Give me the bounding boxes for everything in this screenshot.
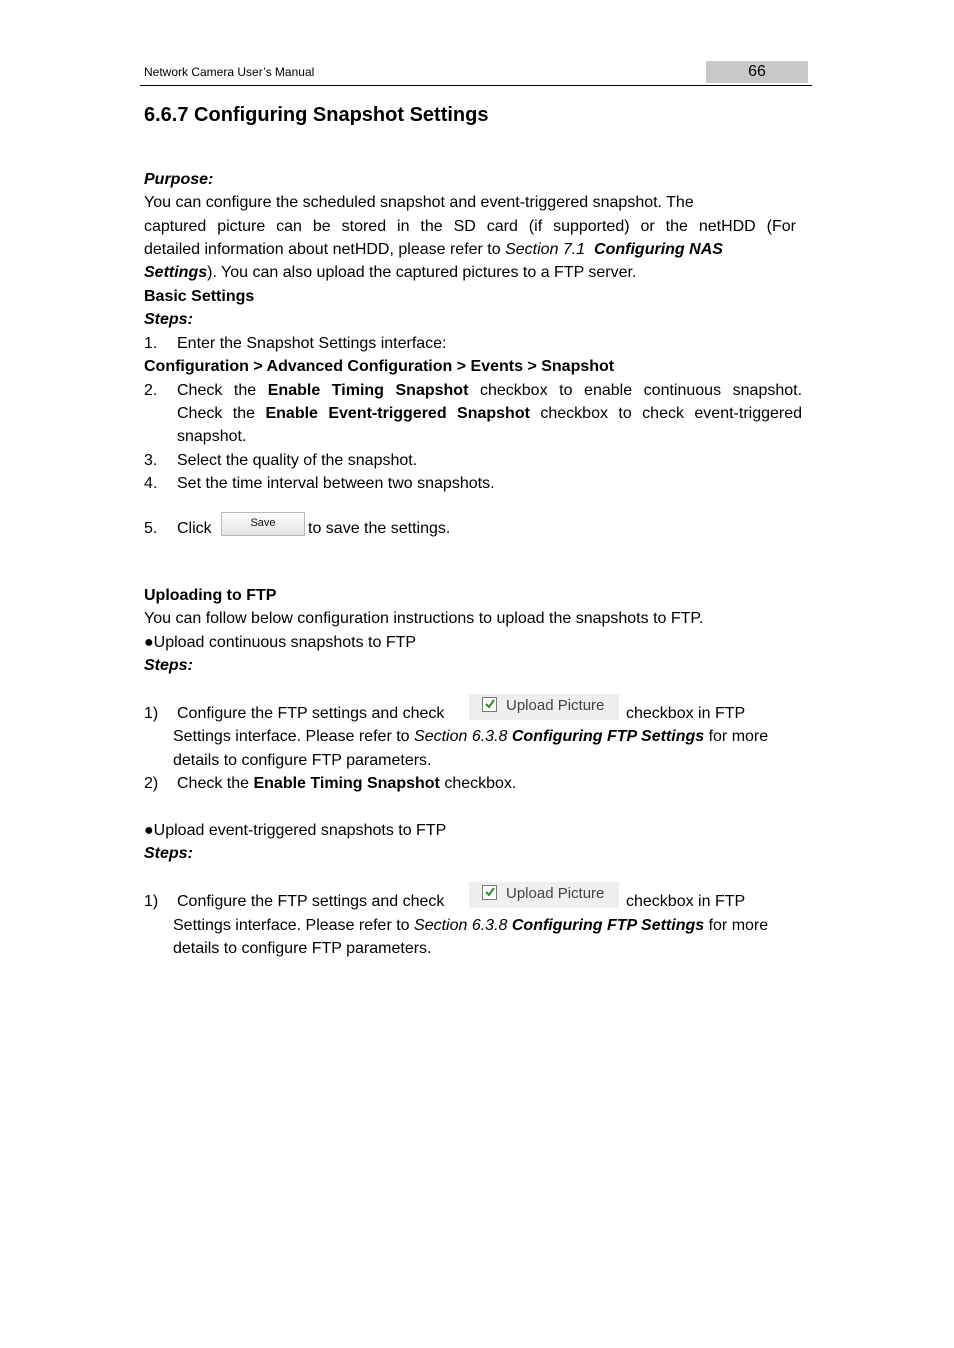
e-step-1-text-a: Configure the FTP settings and check [177, 893, 445, 910]
nas-section-ref: Section 7.1 [505, 241, 586, 258]
header-title: Network Camera User’s Manual [144, 65, 315, 79]
step-3-number: 3. [144, 452, 158, 469]
purpose-label: Purpose: [144, 171, 214, 188]
c-step-1-text-d: for more [704, 728, 769, 745]
ftp-bullet-continuous: ●Upload continuous snapshots to FTP [144, 634, 417, 651]
c-step-2-text-c: checkbox. [439, 775, 517, 792]
basic-settings-heading: Basic Settings [144, 288, 255, 305]
ftp-steps-label: Steps: [144, 657, 193, 674]
purpose-line-4-text: ). You can also upload the captured pictures to a FTP server. [207, 264, 637, 281]
step-2-text-f: checkbox to check event-triggered [529, 405, 803, 422]
enable-event-snapshot-ref: Enable Event-triggered Snapshot [265, 405, 530, 422]
step-2-line-2 [177, 402, 802, 425]
step-2-number: 2. [144, 382, 158, 399]
step-4-text: Set the time interval between two snapshots. [177, 475, 495, 492]
step-1-text: Enter the Snapshot Settings interface: [177, 335, 447, 352]
e-step-1-line-3: details to configure FTP parameters. [173, 940, 432, 957]
purpose-line-3 [144, 238, 796, 261]
step-2-line-1 [177, 379, 802, 402]
menu-path: Configuration > Advanced Configuration > Events > Snapshot [144, 358, 615, 375]
step-2-text-a: Check the [177, 382, 268, 399]
ftp-intro: You can follow below configuration instructions to upload the snapshots to FTP. [144, 610, 704, 627]
c-step-2-text-a: Check the [177, 775, 254, 792]
c-step-2-number: 2) [144, 775, 159, 792]
e-step-1-number: 1) [144, 893, 159, 910]
c-step-1-text-b: checkbox in FTP [626, 705, 746, 722]
purpose-line-4 [144, 261, 636, 284]
e-step-1-text-b: checkbox in FTP [626, 893, 746, 910]
step-2-text-c: checkbox to enable continuous snapshot. [468, 382, 803, 399]
ftp-heading: Uploading to FTP [144, 587, 277, 604]
checkbox-checked-icon[interactable] [482, 697, 497, 712]
checkbox-checked-icon[interactable] [482, 885, 497, 900]
enable-timing-snapshot-ref: Enable Timing Snapshot [267, 382, 469, 399]
enable-timing-snapshot-ref-2: Enable Timing Snapshot [253, 775, 440, 792]
nas-link[interactable]: Configuring NAS [594, 241, 723, 258]
ftp-section-ref-2: Section 6.3.8 [414, 917, 512, 934]
c-step-1-number: 1) [144, 705, 159, 722]
page-number: 66 [706, 61, 808, 83]
c-step-1-line-3: details to configure FTP parameters. [173, 752, 432, 769]
e-step-1-line-2 [173, 914, 768, 937]
basic-steps-label: Steps: [144, 311, 193, 328]
upload-picture-checkbox-widget-2[interactable] [469, 882, 619, 908]
purpose-line-1: You can configure the scheduled snapshot and event-triggered snapshot. The [144, 194, 694, 211]
purpose-line-2: captured picture can be stored in the SD card (if supported) or the netHDD (For [144, 218, 796, 235]
ftp-steps-label-2: Steps: [144, 845, 193, 862]
upload-picture-checkbox-widget[interactable] [469, 694, 619, 720]
header-rule [140, 85, 812, 86]
step-2-line-3: snapshot. [177, 428, 247, 445]
c-step-2-line [177, 772, 516, 795]
step-2-text-d: Check the [177, 405, 266, 422]
upload-picture-label: Upload Picture [506, 697, 605, 714]
ftp-settings-link-2[interactable]: Configuring FTP Settings [511, 917, 705, 934]
upload-picture-label-2: Upload Picture [506, 885, 605, 902]
purpose-line-3-text: detailed information about netHDD, please refer to [144, 241, 506, 258]
section-title: 6.6.7 Configuring Snapshot Settings [144, 104, 489, 126]
step-5-text: to save the settings. [308, 520, 451, 537]
ftp-section-ref: Section 6.3.8 [414, 728, 512, 745]
save-button[interactable]: Save [221, 512, 305, 536]
step-3-text: Select the quality of the snapshot. [177, 452, 418, 469]
ftp-settings-link[interactable]: Configuring FTP Settings [511, 728, 705, 745]
c-step-1-line-2 [173, 725, 768, 748]
ftp-bullet-event: ●Upload event-triggered snapshots to FTP [144, 822, 447, 839]
step-4-number: 4. [144, 475, 158, 492]
nas-link-cont[interactable]: Settings [144, 264, 208, 281]
step-5-click: Click [177, 520, 212, 537]
step-1-number: 1. [144, 335, 158, 352]
c-step-1-text-a: Configure the FTP settings and check [177, 705, 445, 722]
c-step-1-text-c: Settings interface. Please refer to [173, 728, 415, 745]
e-step-1-text-c: Settings interface. Please refer to [173, 917, 415, 934]
step-5-number: 5. [144, 520, 158, 537]
e-step-1-text-d: for more [704, 917, 769, 934]
